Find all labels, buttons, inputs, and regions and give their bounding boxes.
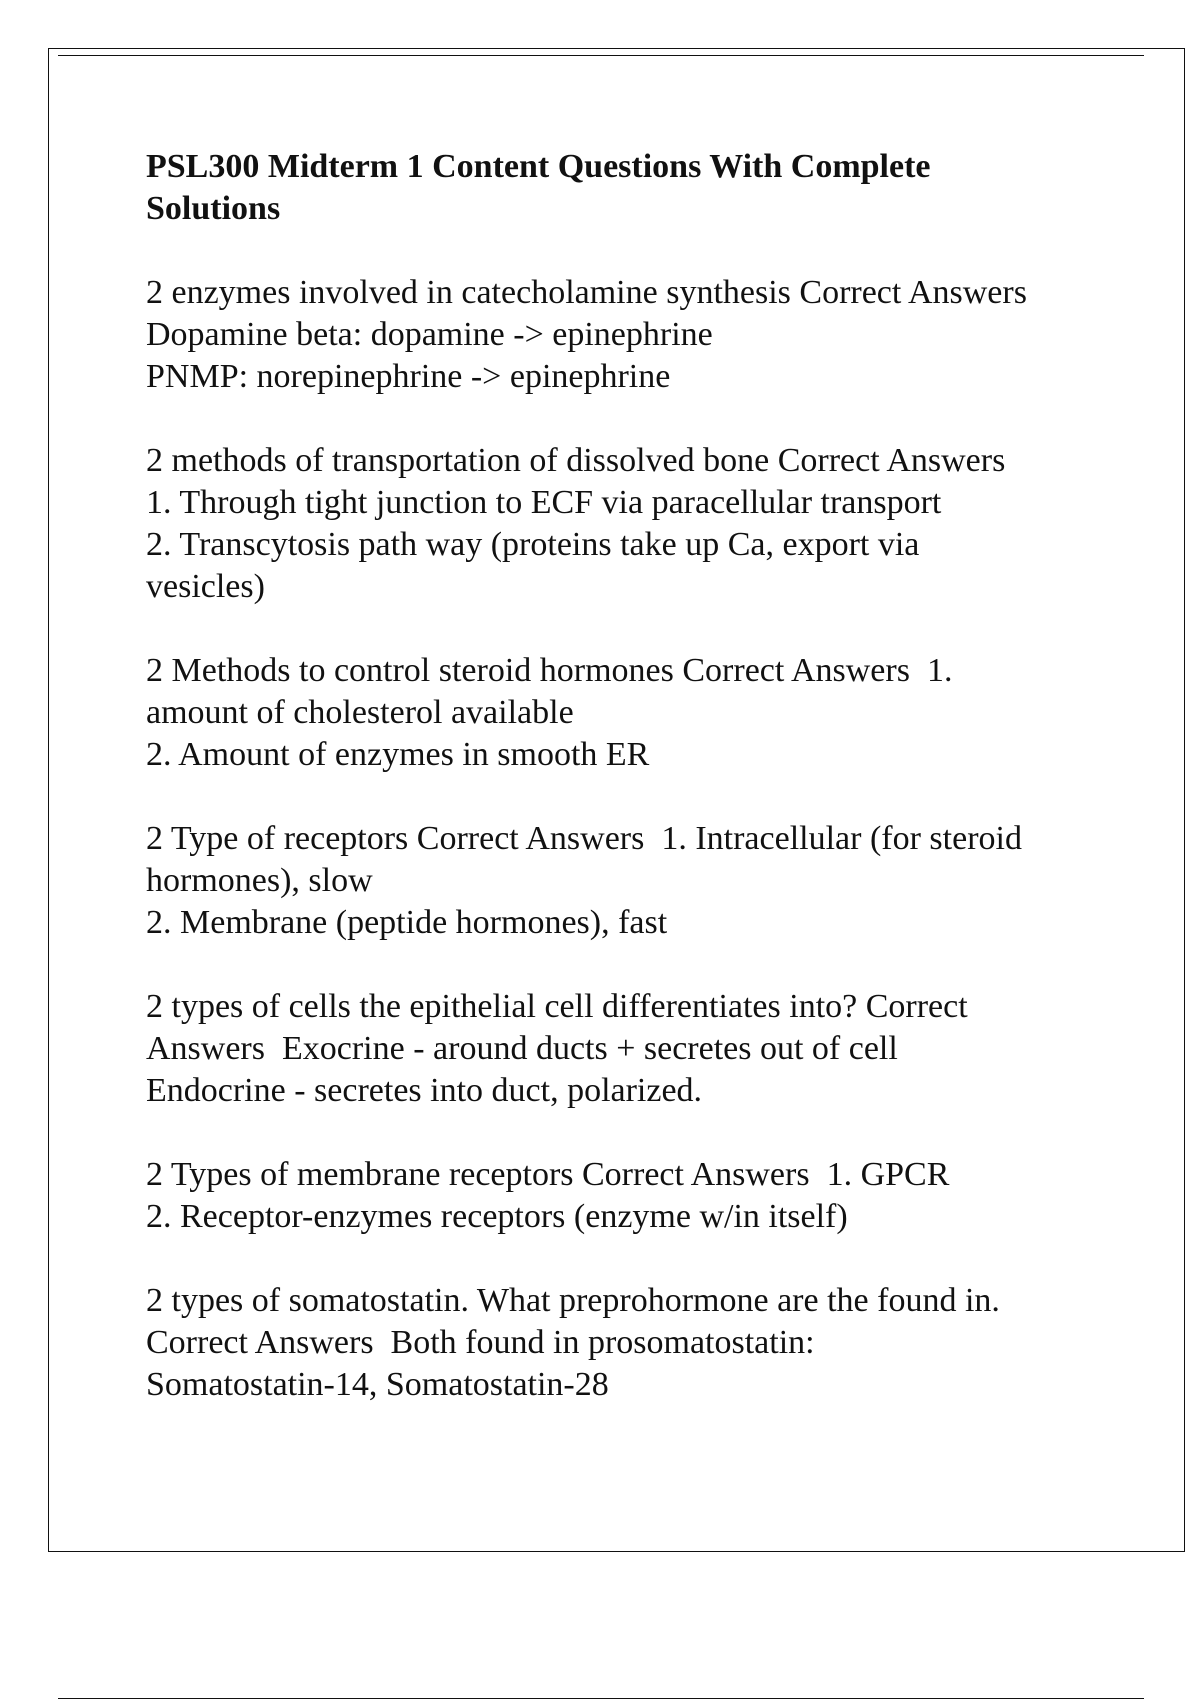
qa-item [146,986,1106,1112]
qa-item [146,440,1106,608]
qa-line: 2. Transcytosis path way (proteins take up Ca, export via [146,526,920,563]
qa-line: Somatostatin-14, Somatostatin-28 [146,1366,609,1403]
qa-line: Answers Exocrine - around ducts + secretes out of cell [146,1030,898,1067]
qa-item [146,1280,1106,1406]
qa-line: 2 types of cells the epithelial cell differentiates into? Correct [146,988,968,1025]
qa-line: hormones), slow [146,862,373,899]
qa-line: 2 Type of receptors Correct Answers 1. Intracellular (for steroid [146,820,1022,857]
qa-line: 2. Membrane (peptide hormones), fast [146,904,668,941]
qa-line: 2 methods of transportation of dissolved bone Correct Answers [146,442,1006,479]
qa-item [146,650,1106,776]
qa-line: Dopamine beta: dopamine -> epinephrine [146,316,713,353]
qa-line: 2 enzymes involved in catecholamine synthesis Correct Answers [146,274,1027,311]
title-line: Solutions [146,190,281,227]
qa-line: Endocrine - secretes into duct, polarized. [146,1072,703,1109]
document-title [146,146,1106,230]
qa-item [146,272,1106,398]
title-line: PSL300 Midterm 1 Content Questions With Complete [146,148,931,185]
qa-line: PNMP: norepinephrine -> epinephrine [146,358,671,395]
document-content [146,146,1106,1448]
qa-line: 2 types of somatostatin. What preprohormone are the found in. [146,1282,1000,1319]
qa-line: 2. Receptor-enzymes receptors (enzyme w/in itself) [146,1198,848,1235]
qa-line: 2 Types of membrane receptors Correct Answers 1. GPCR [146,1156,950,1193]
qa-line: 1. Through tight junction to ECF via paracellular transport [146,484,942,521]
bottom-horizontal-rule [58,1698,1144,1699]
qa-item [146,1154,1106,1238]
qa-line: 2 Methods to control steroid hormones Correct Answers 1. [146,652,953,689]
qa-item [146,818,1106,944]
qa-line: vesicles) [146,568,265,605]
qa-line: amount of cholesterol available [146,694,574,731]
qa-line: Correct Answers Both found in prosomatostatin: [146,1324,815,1361]
qa-line: 2. Amount of enzymes in smooth ER [146,736,650,773]
top-horizontal-rule [58,55,1144,56]
